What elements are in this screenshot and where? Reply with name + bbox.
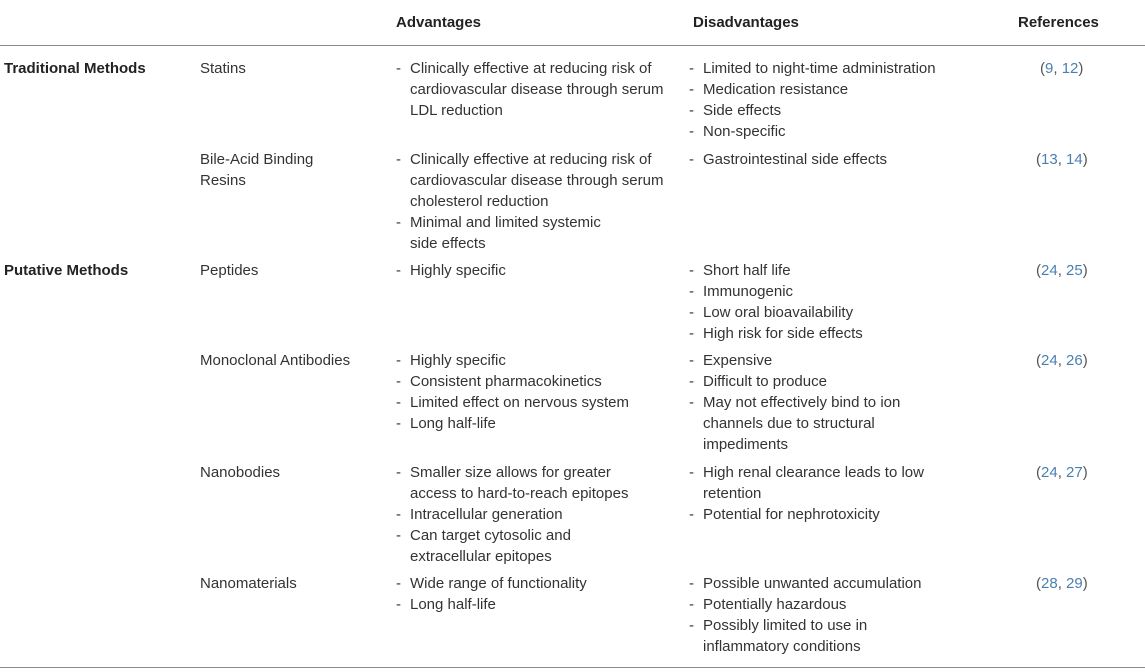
references-cell: (24, 25) <box>1036 262 1088 279</box>
reference-link[interactable]: 28 <box>1041 575 1058 592</box>
table-bottom-rule <box>0 667 1145 668</box>
method-name: Bile-Acid Binding Resins <box>200 151 314 189</box>
list-item: - Long half-life <box>396 413 671 434</box>
list-item: - Expensive <box>689 350 924 371</box>
reference-link[interactable]: 12 <box>1061 60 1079 77</box>
list-item: - Short half life <box>689 260 959 281</box>
list-item: - May not effectively bind to ion channels due to structural impediments <box>689 392 924 455</box>
disadvantages-list <box>689 260 959 344</box>
reference-link[interactable]: 24 <box>1041 262 1058 279</box>
references-cell: (28, 29) <box>1036 575 1088 592</box>
disadvantages-list <box>689 462 954 525</box>
references-cell: (24, 26) <box>1036 352 1088 369</box>
list-item: - Wide range of functionality <box>396 573 671 594</box>
reference-link[interactable]: 25 <box>1066 262 1083 279</box>
references-cell: (24, 27) <box>1036 464 1088 481</box>
reference-link[interactable]: 26 <box>1066 352 1083 369</box>
list-item: - High renal clearance leads to low retention <box>689 462 954 504</box>
method-name: Peptides <box>200 262 259 279</box>
advantages-list <box>396 260 671 281</box>
list-item: - Possible unwanted accumulation <box>689 573 934 594</box>
group-label-traditional: Traditional Methods <box>4 60 146 77</box>
list-item: - Can target cytosolic and extracellular epitopes <box>396 525 600 567</box>
advantages-list <box>396 462 656 567</box>
list-item: - Smaller size allows for greater access to hard-to-reach epitopes <box>396 462 656 504</box>
method-name: Monoclonal Antibodies <box>200 352 351 369</box>
reference-link[interactable]: 24 <box>1041 352 1058 369</box>
list-item: - Minimal and limited systemic side effects <box>396 212 625 254</box>
list-item: - Potentially hazardous <box>689 594 934 615</box>
references-cell: (13, 14) <box>1036 151 1088 168</box>
list-item: - Difficult to produce <box>689 371 924 392</box>
advantages-list <box>396 350 671 434</box>
references-cell: (9, 12) <box>1040 60 1084 77</box>
method-name: Nanomaterials <box>200 575 297 592</box>
disadvantages-list <box>689 350 924 455</box>
reference-link[interactable]: 13 <box>1041 151 1058 168</box>
list-item: - Non-specific <box>689 121 959 142</box>
group-label-putative: Putative Methods <box>4 262 129 279</box>
header-references: References <box>1018 14 1099 31</box>
table-header-row <box>0 0 1145 46</box>
list-item: - Side effects <box>689 100 959 121</box>
list-item: - Limited to night-time administration <box>689 58 959 79</box>
list-item: - Highly specific <box>396 350 671 371</box>
advantages-list <box>396 573 671 615</box>
list-item: - Intracellular generation <box>396 504 656 525</box>
disadvantages-list <box>689 573 934 657</box>
reference-link[interactable]: 14 <box>1066 151 1083 168</box>
list-item: - Clinically effective at reducing risk of cardiovascular disease through serum cholesterol reduction <box>396 149 671 212</box>
disadvantages-list <box>689 58 959 142</box>
reference-link[interactable]: 9 <box>1045 60 1054 77</box>
disadvantages-list <box>689 149 959 170</box>
advantages-list <box>396 58 671 121</box>
advantages-list <box>396 149 671 254</box>
list-item: - Immunogenic <box>689 281 959 302</box>
method-name: Nanobodies <box>200 464 281 481</box>
list-item: - Long half-life <box>396 594 671 615</box>
list-item: - Consistent pharmacokinetics <box>396 371 671 392</box>
list-item: - High risk for side effects <box>689 323 959 344</box>
reference-link[interactable]: 29 <box>1066 575 1083 592</box>
list-item: - Limited effect on nervous system <box>396 392 671 413</box>
header-advantages: Advantages <box>396 14 482 31</box>
list-item: - Possibly limited to use in inflammatory conditions <box>689 615 934 657</box>
list-item: - Highly specific <box>396 260 671 281</box>
list-item: - Low oral bioavailability <box>689 302 959 323</box>
list-item: - Potential for nephrotoxicity <box>689 504 954 525</box>
method-name: Statins <box>200 60 246 77</box>
reference-link[interactable]: 24 <box>1041 464 1058 481</box>
reference-link[interactable]: 27 <box>1066 464 1083 481</box>
list-item: - Medication resistance <box>689 79 959 100</box>
list-item: - Clinically effective at reducing risk of cardiovascular disease through serum LDL reduction <box>396 58 671 121</box>
header-disadvantages: Disadvantages <box>693 14 799 31</box>
list-item: - Gastrointestinal side effects <box>689 149 959 170</box>
